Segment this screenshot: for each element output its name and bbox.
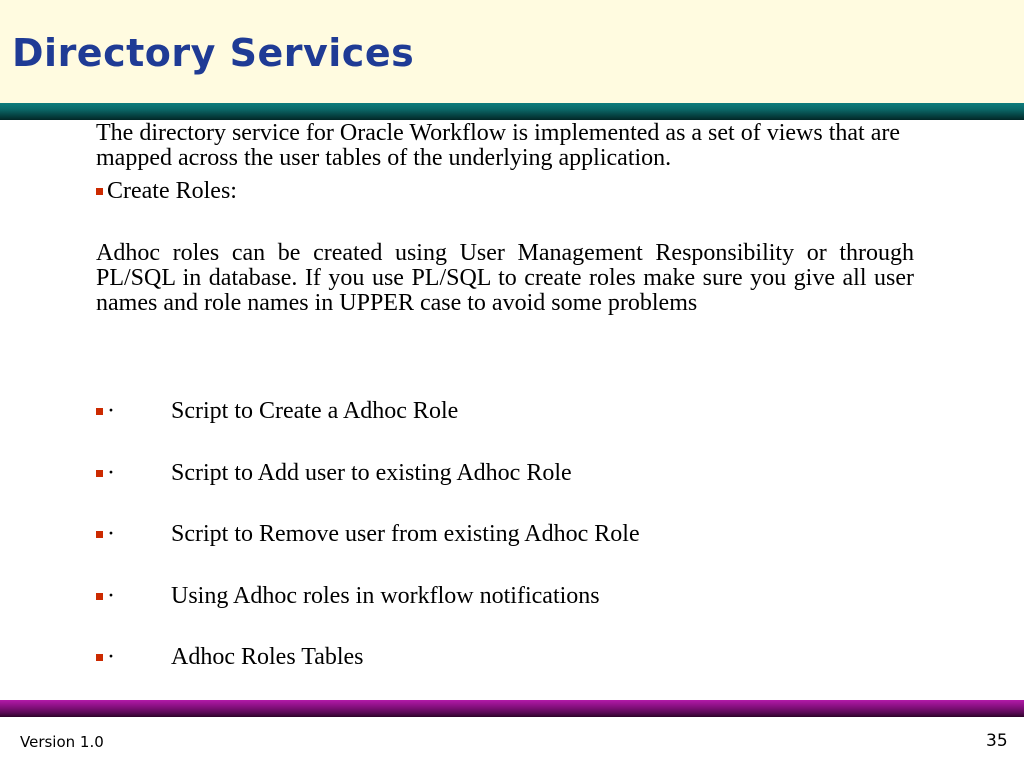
list-item[interactable] — [96, 645, 914, 707]
bullet-dot: · — [107, 644, 115, 670]
list-item-label[interactable]: Script to Add user to existing Adhoc Role — [171, 459, 572, 486]
create-roles-label: Create Roles: — [107, 178, 237, 204]
header-divider-band — [0, 103, 1024, 120]
list-item-label[interactable]: Using Adhoc roles in workflow notifications — [171, 582, 600, 609]
version-label: Version 1.0 — [20, 733, 104, 751]
footer-divider-band — [0, 700, 1024, 717]
slide-body — [96, 121, 914, 316]
bullet-square-icon — [96, 593, 103, 600]
list-item[interactable] — [96, 522, 914, 584]
page-number: 35 — [986, 731, 1008, 751]
slide-title: Directory Services — [12, 31, 415, 75]
adhoc-roles-paragraph: Adhoc roles can be created using User Management Responsibility or through PL/SQL in database. If you use PL/SQL to create roles make sure you give all user names and role names in UPPER case to avoid some problems — [96, 240, 914, 316]
bullet-square-icon — [96, 654, 103, 661]
list-item-label[interactable]: Adhoc Roles Tables — [171, 644, 364, 670]
bullet-square-icon — [96, 470, 103, 477]
list-item-label[interactable]: Script to Remove user from existing Adhoc Role — [171, 521, 640, 547]
bullet-dot: · — [107, 582, 115, 609]
list-item[interactable] — [96, 584, 914, 646]
list-item-label[interactable]: Script to Create a Adhoc Role — [171, 398, 459, 424]
list-item[interactable] — [96, 461, 914, 523]
bullet-dot: · — [107, 398, 115, 424]
bullet-square-icon — [96, 188, 103, 195]
slide-header — [0, 0, 1024, 103]
script-links-list — [96, 399, 914, 707]
intro-paragraph: The directory service for Oracle Workflow is implemented as a set of views that are mapped across the user tables of the underlying application. — [96, 120, 900, 171]
bullet-square-icon — [96, 531, 103, 538]
bullet-dot: · — [107, 521, 115, 547]
list-item[interactable] — [96, 399, 914, 461]
create-roles-item — [96, 179, 914, 204]
bullet-dot: · — [107, 459, 115, 486]
bullet-square-icon — [96, 408, 103, 415]
